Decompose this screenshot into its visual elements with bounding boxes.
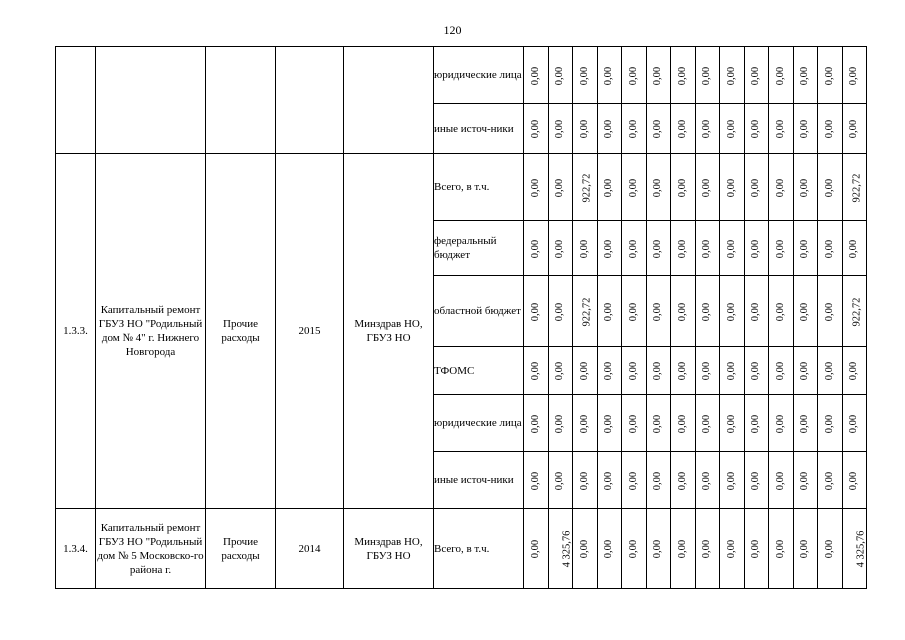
amount-cell bbox=[818, 347, 843, 395]
amount-cell bbox=[695, 104, 720, 154]
amount-cell bbox=[622, 395, 647, 452]
funding-source-label: Всего, в т.ч. bbox=[434, 509, 524, 589]
amount-cell bbox=[720, 509, 745, 589]
amount-cell bbox=[548, 395, 573, 452]
amount-value: 0,00 bbox=[652, 66, 664, 85]
amount-value: 0,00 bbox=[774, 239, 786, 258]
funding-source-label: областной бюджет bbox=[434, 276, 524, 347]
amount-cell bbox=[842, 395, 867, 452]
amount-value: 0,00 bbox=[676, 471, 688, 490]
amount-value: 0,00 bbox=[725, 178, 737, 197]
amount-value: 0,00 bbox=[823, 414, 835, 433]
amount-value: 0,00 bbox=[725, 66, 737, 85]
amount-value: 0,00 bbox=[652, 361, 664, 381]
amount-value: 0,00 bbox=[701, 66, 713, 85]
amount-value: 0,00 bbox=[554, 302, 566, 321]
amount-cell bbox=[622, 47, 647, 104]
amount-cell bbox=[524, 509, 549, 589]
amount-cell bbox=[622, 347, 647, 395]
amount-cell bbox=[769, 347, 794, 395]
amount-cell bbox=[622, 154, 647, 221]
amount-cell bbox=[671, 104, 696, 154]
amount-value: 0,00 bbox=[603, 302, 615, 321]
amount-cell bbox=[646, 276, 671, 347]
amount-cell bbox=[524, 276, 549, 347]
amount-value: 0,00 bbox=[652, 302, 664, 321]
amount-value: 0,00 bbox=[627, 66, 639, 85]
amount-cell bbox=[548, 47, 573, 104]
amount-value: 0,00 bbox=[652, 539, 664, 559]
amount-value: 0,00 bbox=[603, 66, 615, 85]
amount-value: 0,00 bbox=[554, 66, 566, 85]
amount-value: 0,00 bbox=[774, 119, 786, 139]
amount-cell bbox=[720, 47, 745, 104]
amount-value: 922,72 bbox=[850, 173, 862, 202]
funding-source-label: Всего, в т.ч. bbox=[434, 154, 524, 221]
amount-value: 0,00 bbox=[823, 239, 835, 258]
amount-value: 0,00 bbox=[652, 119, 664, 139]
amount-cell bbox=[744, 395, 769, 452]
amount-value: 0,00 bbox=[823, 119, 835, 139]
amount-cell bbox=[793, 509, 818, 589]
amount-cell bbox=[769, 221, 794, 276]
amount-cell bbox=[524, 104, 549, 154]
amount-value: 0,00 bbox=[652, 414, 664, 433]
amount-cell bbox=[548, 276, 573, 347]
amount-cell bbox=[597, 347, 622, 395]
amount-value: 0,00 bbox=[676, 361, 688, 381]
amount-value: 0,00 bbox=[701, 361, 713, 381]
amount-cell bbox=[720, 395, 745, 452]
amount-value: 0,00 bbox=[701, 414, 713, 433]
amount-value: 0,00 bbox=[529, 239, 541, 258]
expense-type: Прочие расходы bbox=[206, 509, 276, 589]
amount-value: 0,00 bbox=[652, 471, 664, 490]
amount-cell bbox=[548, 347, 573, 395]
amount-cell bbox=[695, 154, 720, 221]
amount-cell bbox=[818, 221, 843, 276]
amount-value: 0,00 bbox=[799, 239, 811, 258]
amount-value: 0,00 bbox=[529, 414, 541, 433]
amount-cell bbox=[793, 347, 818, 395]
expense-type bbox=[206, 47, 276, 154]
amount-cell bbox=[818, 509, 843, 589]
amount-value: 0,00 bbox=[676, 66, 688, 85]
funding-source-label: федеральный бюджет bbox=[434, 221, 524, 276]
amount-cell bbox=[793, 221, 818, 276]
amount-value: 0,00 bbox=[578, 119, 590, 139]
amount-value: 0,00 bbox=[799, 361, 811, 381]
amount-value: 0,00 bbox=[799, 414, 811, 433]
amount-value: 0,00 bbox=[848, 119, 860, 139]
amount-value: 0,00 bbox=[774, 361, 786, 381]
amount-cell bbox=[646, 104, 671, 154]
amount-value: 0,00 bbox=[554, 471, 566, 490]
amount-cell bbox=[744, 47, 769, 104]
amount-value: 0,00 bbox=[603, 471, 615, 490]
amount-value: 0,00 bbox=[750, 119, 762, 139]
amount-value: 0,00 bbox=[848, 239, 860, 258]
amount-value: 0,00 bbox=[701, 239, 713, 258]
amount-cell bbox=[769, 276, 794, 347]
page-number: 120 bbox=[443, 23, 462, 37]
amount-cell bbox=[646, 509, 671, 589]
amount-cell bbox=[622, 509, 647, 589]
amount-cell bbox=[842, 276, 867, 347]
amount-cell bbox=[646, 47, 671, 104]
amount-value: 0,00 bbox=[627, 178, 639, 197]
amount-cell bbox=[842, 509, 867, 589]
amount-value: 0,00 bbox=[578, 239, 590, 258]
amount-cell bbox=[646, 154, 671, 221]
project-name: Капитальный ремонт ГБУЗ НО "Родильный дом № 4" г. Нижнего Новгорода bbox=[96, 154, 206, 509]
amount-cell bbox=[744, 347, 769, 395]
amount-value: 0,00 bbox=[627, 539, 639, 559]
amount-value: 0,00 bbox=[652, 178, 664, 197]
amount-value: 0,00 bbox=[676, 119, 688, 139]
amount-cell bbox=[524, 221, 549, 276]
table-row bbox=[56, 154, 867, 221]
amount-cell bbox=[597, 452, 622, 509]
amount-value: 0,00 bbox=[799, 66, 811, 85]
amount-cell bbox=[842, 47, 867, 104]
amount-cell bbox=[671, 276, 696, 347]
amount-cell bbox=[769, 395, 794, 452]
responsible-party: Минздрав НО, ГБУЗ НО bbox=[344, 154, 434, 509]
amount-cell bbox=[597, 276, 622, 347]
amount-value: 0,00 bbox=[627, 119, 639, 139]
amount-value: 0,00 bbox=[529, 539, 541, 559]
amount-value: 0,00 bbox=[774, 539, 786, 559]
amount-cell bbox=[573, 395, 598, 452]
amount-cell bbox=[818, 452, 843, 509]
amount-cell bbox=[573, 154, 598, 221]
amount-cell bbox=[793, 104, 818, 154]
year: 2014 bbox=[276, 509, 344, 589]
amount-cell bbox=[793, 452, 818, 509]
amount-cell bbox=[695, 509, 720, 589]
amount-cell bbox=[842, 452, 867, 509]
amount-cell bbox=[720, 452, 745, 509]
table-row bbox=[56, 509, 867, 589]
amount-cell bbox=[597, 395, 622, 452]
amount-cell bbox=[720, 221, 745, 276]
amount-cell bbox=[573, 347, 598, 395]
amount-value: 0,00 bbox=[603, 361, 615, 381]
amount-cell bbox=[842, 347, 867, 395]
amount-value: 0,00 bbox=[578, 414, 590, 433]
amount-cell bbox=[695, 221, 720, 276]
amount-cell bbox=[646, 395, 671, 452]
amount-value: 0,00 bbox=[676, 539, 688, 559]
amount-cell bbox=[695, 452, 720, 509]
amount-value: 0,00 bbox=[750, 66, 762, 85]
amount-value: 0,00 bbox=[701, 119, 713, 139]
year: 2015 bbox=[276, 154, 344, 509]
row-number bbox=[56, 47, 96, 154]
amount-value: 0,00 bbox=[799, 471, 811, 490]
row-number: 1.3.4. bbox=[56, 509, 96, 589]
amount-cell bbox=[842, 104, 867, 154]
amount-value: 0,00 bbox=[750, 178, 762, 197]
amount-value: 0,00 bbox=[725, 302, 737, 321]
amount-cell bbox=[622, 276, 647, 347]
amount-value: 0,00 bbox=[701, 302, 713, 321]
amount-value: 0,00 bbox=[774, 471, 786, 490]
amount-value: 0,00 bbox=[603, 414, 615, 433]
amount-value: 0,00 bbox=[627, 414, 639, 433]
amount-cell bbox=[793, 154, 818, 221]
amount-value: 0,00 bbox=[603, 178, 615, 197]
amount-value: 0,00 bbox=[603, 239, 615, 258]
amount-cell bbox=[671, 221, 696, 276]
amount-cell bbox=[548, 104, 573, 154]
amount-value: 0,00 bbox=[799, 302, 811, 321]
amount-value: 0,00 bbox=[529, 178, 541, 197]
amount-cell bbox=[769, 47, 794, 104]
amount-cell bbox=[793, 395, 818, 452]
amount-cell bbox=[769, 509, 794, 589]
amount-cell bbox=[622, 452, 647, 509]
amount-cell bbox=[695, 395, 720, 452]
amount-cell bbox=[671, 509, 696, 589]
funding-source-label: юридические лица bbox=[434, 395, 524, 452]
amount-cell bbox=[646, 347, 671, 395]
amount-cell bbox=[646, 221, 671, 276]
amount-value: 0,00 bbox=[799, 119, 811, 139]
amount-value: 0,00 bbox=[652, 239, 664, 258]
project-name bbox=[96, 47, 206, 154]
amount-value: 0,00 bbox=[848, 414, 860, 433]
amount-value: 0,00 bbox=[554, 178, 566, 197]
amount-cell bbox=[793, 47, 818, 104]
amount-cell bbox=[744, 221, 769, 276]
responsible-party: Минздрав НО, ГБУЗ НО bbox=[344, 509, 434, 589]
amount-value: 0,00 bbox=[823, 66, 835, 85]
amount-value: 0,00 bbox=[750, 239, 762, 258]
amount-value: 0,00 bbox=[578, 66, 590, 85]
amount-value: 0,00 bbox=[627, 239, 639, 258]
amount-value: 0,00 bbox=[603, 119, 615, 139]
table-row bbox=[56, 47, 867, 104]
amount-cell bbox=[597, 47, 622, 104]
amount-cell bbox=[769, 154, 794, 221]
amount-cell bbox=[524, 452, 549, 509]
amount-cell bbox=[671, 154, 696, 221]
amount-value: 0,00 bbox=[554, 119, 566, 139]
amount-value: 0,00 bbox=[774, 302, 786, 321]
amount-value: 0,00 bbox=[701, 178, 713, 197]
amount-cell bbox=[720, 104, 745, 154]
amount-cell bbox=[548, 452, 573, 509]
amount-cell bbox=[524, 154, 549, 221]
amount-value: 0,00 bbox=[725, 361, 737, 381]
amount-cell bbox=[818, 395, 843, 452]
amount-value: 0,00 bbox=[578, 471, 590, 490]
amount-value: 0,00 bbox=[848, 66, 860, 85]
amount-cell bbox=[597, 104, 622, 154]
amount-value: 0,00 bbox=[823, 361, 835, 381]
amount-value: 0,00 bbox=[676, 178, 688, 197]
amount-value: 0,00 bbox=[750, 539, 762, 559]
amount-value: 0,00 bbox=[823, 178, 835, 197]
amount-cell bbox=[573, 276, 598, 347]
amount-cell bbox=[646, 452, 671, 509]
amount-cell bbox=[842, 154, 867, 221]
year bbox=[276, 47, 344, 154]
amount-value: 0,00 bbox=[725, 539, 737, 559]
amount-value: 0,00 bbox=[750, 302, 762, 321]
amount-cell bbox=[573, 221, 598, 276]
amount-value: 0,00 bbox=[529, 471, 541, 490]
amount-cell bbox=[720, 154, 745, 221]
amount-value: 0,00 bbox=[799, 539, 811, 559]
amount-cell bbox=[548, 154, 573, 221]
amount-cell bbox=[524, 347, 549, 395]
amount-value: 922,72 bbox=[581, 173, 593, 202]
amount-cell bbox=[818, 276, 843, 347]
amount-value: 0,00 bbox=[725, 471, 737, 490]
amount-value: 0,00 bbox=[774, 414, 786, 433]
amount-cell bbox=[548, 509, 573, 589]
amount-value: 922,72 bbox=[850, 297, 862, 326]
amount-cell bbox=[695, 276, 720, 347]
amount-cell bbox=[671, 47, 696, 104]
amount-value: 0,00 bbox=[578, 361, 590, 381]
amount-cell bbox=[842, 221, 867, 276]
amount-value: 0,00 bbox=[603, 539, 615, 559]
amount-value: 4 325,76 bbox=[560, 530, 572, 568]
amount-value: 0,00 bbox=[750, 414, 762, 433]
row-number: 1.3.3. bbox=[56, 154, 96, 509]
expense-type: Прочие расходы bbox=[206, 154, 276, 509]
amount-cell bbox=[744, 154, 769, 221]
amount-cell bbox=[793, 276, 818, 347]
amount-value: 0,00 bbox=[725, 414, 737, 433]
amount-cell bbox=[597, 509, 622, 589]
funding-source-label: юридические лица bbox=[434, 47, 524, 104]
amount-cell bbox=[695, 347, 720, 395]
amount-cell bbox=[818, 104, 843, 154]
amount-value: 0,00 bbox=[774, 178, 786, 197]
amount-cell bbox=[769, 452, 794, 509]
amount-value: 0,00 bbox=[627, 302, 639, 321]
project-name: Капитальный ремонт ГБУЗ НО "Родильный дом № 5 Московско-го района г. bbox=[96, 509, 206, 589]
amount-value: 0,00 bbox=[554, 414, 566, 433]
amount-value: 0,00 bbox=[676, 239, 688, 258]
amount-value: 0,00 bbox=[774, 66, 786, 85]
budget-table bbox=[55, 46, 867, 589]
amount-value: 0,00 bbox=[823, 539, 835, 559]
amount-cell bbox=[573, 47, 598, 104]
amount-value: 0,00 bbox=[823, 471, 835, 490]
amount-cell bbox=[573, 104, 598, 154]
amount-cell bbox=[720, 276, 745, 347]
amount-cell bbox=[524, 47, 549, 104]
amount-value: 0,00 bbox=[799, 178, 811, 197]
amount-value: 0,00 bbox=[676, 302, 688, 321]
amount-value: 0,00 bbox=[725, 239, 737, 258]
amount-cell bbox=[744, 452, 769, 509]
amount-cell bbox=[818, 154, 843, 221]
amount-value: 0,00 bbox=[750, 361, 762, 381]
amount-cell bbox=[671, 452, 696, 509]
amount-cell bbox=[671, 347, 696, 395]
amount-value: 0,00 bbox=[750, 471, 762, 490]
amount-value: 0,00 bbox=[627, 471, 639, 490]
funding-source-label: иные источ-ники bbox=[434, 452, 524, 509]
amount-value: 0,00 bbox=[529, 66, 541, 85]
amount-value: 0,00 bbox=[676, 414, 688, 433]
amount-value: 0,00 bbox=[627, 361, 639, 381]
amount-cell bbox=[744, 276, 769, 347]
amount-cell bbox=[573, 509, 598, 589]
amount-value: 0,00 bbox=[554, 239, 566, 258]
amount-value: 4 325,76 bbox=[854, 530, 866, 568]
funding-source-label: иные источ-ники bbox=[434, 104, 524, 154]
amount-cell bbox=[720, 347, 745, 395]
amount-value: 922,72 bbox=[581, 297, 593, 326]
amount-value: 0,00 bbox=[529, 302, 541, 321]
amount-value: 0,00 bbox=[578, 539, 590, 559]
amount-cell bbox=[695, 47, 720, 104]
amount-cell bbox=[524, 395, 549, 452]
amount-value: 0,00 bbox=[529, 119, 541, 139]
amount-value: 0,00 bbox=[554, 361, 566, 381]
funding-source-label: ТФОМС bbox=[434, 347, 524, 395]
amount-value: 0,00 bbox=[848, 471, 860, 490]
amount-cell bbox=[622, 104, 647, 154]
amount-cell bbox=[573, 452, 598, 509]
amount-cell bbox=[744, 104, 769, 154]
amount-cell bbox=[818, 47, 843, 104]
amount-value: 0,00 bbox=[823, 302, 835, 321]
responsible-party bbox=[344, 47, 434, 154]
amount-value: 0,00 bbox=[848, 361, 860, 381]
amount-value: 0,00 bbox=[529, 361, 541, 381]
amount-cell bbox=[744, 509, 769, 589]
amount-cell bbox=[597, 221, 622, 276]
amount-value: 0,00 bbox=[701, 539, 713, 559]
amount-cell bbox=[671, 395, 696, 452]
amount-cell bbox=[622, 221, 647, 276]
amount-cell bbox=[769, 104, 794, 154]
amount-value: 0,00 bbox=[701, 471, 713, 490]
amount-value: 0,00 bbox=[725, 119, 737, 139]
amount-cell bbox=[548, 221, 573, 276]
amount-cell bbox=[597, 154, 622, 221]
